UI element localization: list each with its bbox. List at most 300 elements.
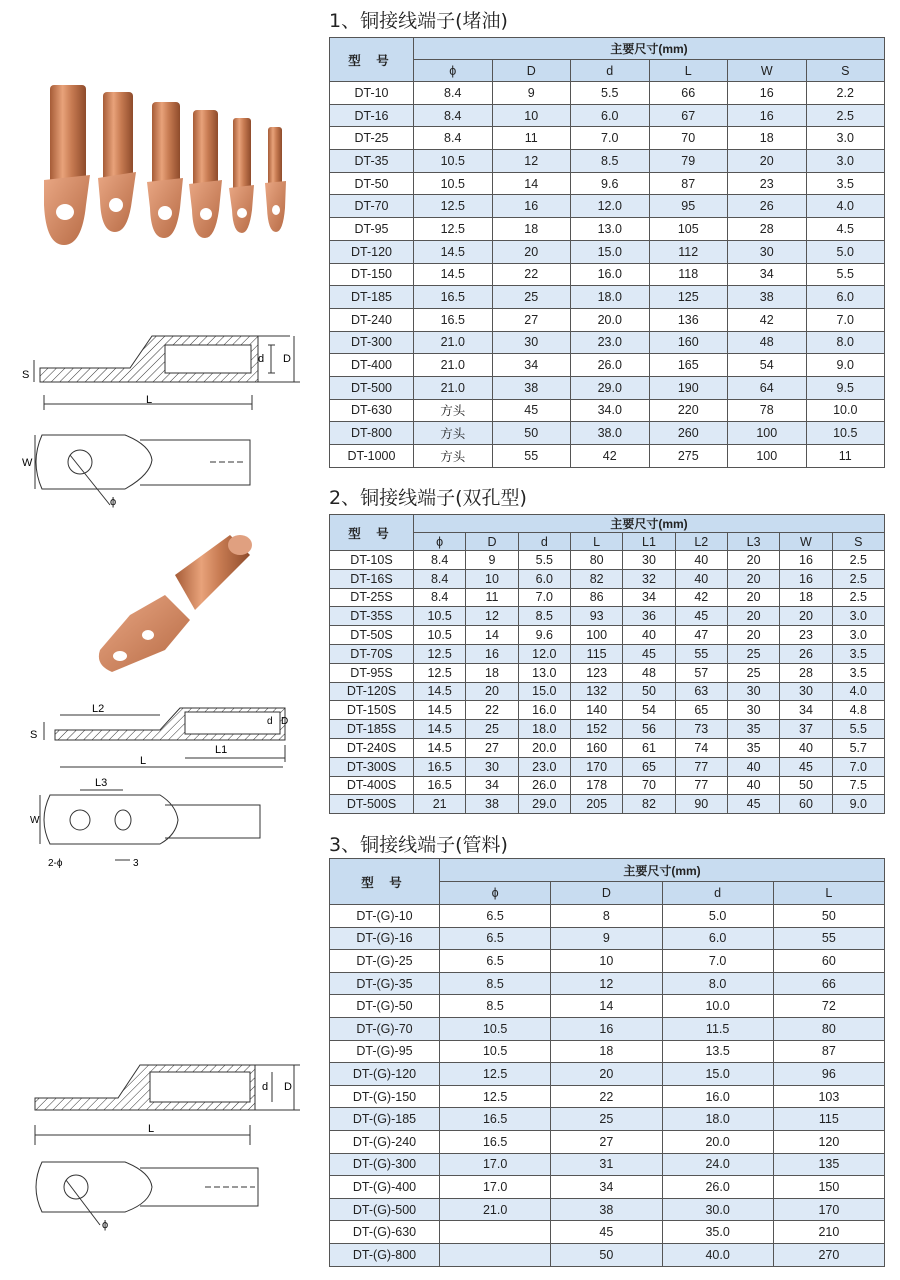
value-cell: 30.0 [662,1198,773,1221]
value-cell: 27 [492,308,571,331]
column-header: D [492,60,571,82]
value-cell: 67 [649,104,728,127]
value-cell: 7.5 [832,776,884,795]
value-cell: 14.5 [414,701,466,720]
value-cell: 20 [727,569,779,588]
value-cell: 5.0 [806,240,885,263]
model-cell: DT-(G)-25 [330,950,440,973]
value-cell: 45 [780,757,832,776]
column-header: d [518,533,570,551]
drawing-1-side-view [34,336,300,410]
value-cell: 26 [728,195,807,218]
value-cell: 93 [570,607,622,626]
value-cell: 3.0 [806,127,885,150]
value-cell: 50 [773,905,884,928]
value-cell: 15.0 [571,240,650,263]
value-cell: 34 [492,354,571,377]
value-cell: 12 [492,150,571,173]
model-cell: DT-(G)-10 [330,905,440,928]
table-row [330,551,885,570]
model-cell: DT-120S [330,682,414,701]
value-cell: 16 [780,569,832,588]
model-cell: DT-95 [330,218,414,241]
value-cell: 20 [727,607,779,626]
model-cell: DT-25 [330,127,414,150]
value-cell: 8.5 [440,972,551,995]
table-row [330,354,885,377]
value-cell: 7.0 [518,588,570,607]
drawing3-l-label: L [148,1123,155,1135]
value-cell: 10.5 [440,1040,551,1063]
value-cell: 40 [675,569,727,588]
value-cell: 38 [728,286,807,309]
value-cell: 82 [623,795,675,814]
table-row [330,195,885,218]
model-cell: DT-50 [330,172,414,195]
column-header: d [571,60,650,82]
value-cell: 275 [649,445,728,468]
column-header: ϕ [414,60,493,82]
value-cell: 6.0 [518,569,570,588]
value-cell: 14.5 [414,738,466,757]
table-row [330,950,885,973]
value-cell: 12.5 [440,1085,551,1108]
value-cell: 270 [773,1243,884,1266]
lug-5-image [229,118,254,233]
table-row [330,795,885,814]
model-cell: DT-500S [330,795,414,814]
column-header: L2 [675,533,727,551]
table-row [330,1017,885,1040]
column-header: d [662,882,773,905]
value-cell: 10.5 [414,626,466,645]
model-cell: DT-240S [330,738,414,757]
value-cell: 34 [780,701,832,720]
value-cell: 135 [773,1153,884,1176]
table-row [330,1085,885,1108]
value-cell: 45 [623,644,675,663]
value-cell: 8 [551,905,662,928]
value-cell: 6.5 [440,905,551,928]
value-cell: 40.0 [662,1243,773,1266]
value-cell: 18.0 [662,1108,773,1131]
value-cell: 77 [675,776,727,795]
value-cell: 205 [570,795,622,814]
value-cell: 8.0 [806,331,885,354]
value-cell: 4.0 [832,682,884,701]
value-cell: 30 [466,757,518,776]
value-cell: 115 [773,1108,884,1131]
value-cell: 178 [570,776,622,795]
value-cell: 34 [466,776,518,795]
value-cell: 18.0 [571,286,650,309]
value-cell: 140 [570,701,622,720]
model-cell: DT-(G)-120 [330,1063,440,1086]
table-section2 [329,514,885,814]
value-cell: 7.0 [662,950,773,973]
value-cell: 103 [773,1085,884,1108]
model-cell: DT-185S [330,720,414,739]
value-cell: 13.0 [518,663,570,682]
value-cell: 11 [466,588,518,607]
value-cell: 55 [773,927,884,950]
value-cell: 3.5 [806,172,885,195]
value-cell: 21.0 [414,354,493,377]
model-cell: DT-400S [330,776,414,795]
model-cell: DT-(G)-150 [330,1085,440,1108]
value-cell: 20.0 [571,308,650,331]
value-cell: 260 [649,422,728,445]
value-cell: 50 [623,682,675,701]
value-cell: 18 [551,1040,662,1063]
section2-title: 2、铜接线端子(双孔型) [329,487,527,509]
column-header: W [780,533,832,551]
value-cell: 82 [570,569,622,588]
drawing1-s-label: S [22,369,30,381]
value-cell: 10 [492,104,571,127]
value-cell: 150 [773,1176,884,1199]
value-cell: 13.0 [571,218,650,241]
value-cell: 25 [551,1108,662,1131]
model-cell: DT-300 [330,331,414,354]
value-cell: 16 [551,1017,662,1040]
value-cell: 20 [727,626,779,645]
value-cell: 55 [492,445,571,468]
value-cell: 3.0 [806,150,885,173]
value-cell: 20.0 [518,738,570,757]
drawing2-D-label: D [281,716,289,727]
drawing3-phi-label: ϕ [102,1219,109,1231]
value-cell: 115 [570,644,622,663]
model-cell: DT-150 [330,263,414,286]
column-header: L [649,60,728,82]
model-cell: DT-(G)-185 [330,1108,440,1131]
value-cell: 8.0 [662,972,773,995]
value-cell: 57 [675,663,727,682]
column-header: L [570,533,622,551]
value-cell: 42 [728,308,807,331]
value-cell: 16.5 [440,1108,551,1131]
value-cell: 12.5 [414,644,466,663]
value-cell: 16 [466,644,518,663]
value-cell: 23.0 [571,331,650,354]
value-cell: 16 [728,104,807,127]
value-cell: 87 [649,172,728,195]
value-cell: 66 [773,972,884,995]
model-cell: DT-70 [330,195,414,218]
model-cell: DT-10 [330,82,414,105]
value-cell: 35 [727,738,779,757]
value-cell: 10.0 [806,399,885,422]
value-cell: 25 [492,286,571,309]
model-cell: DT-(G)-35 [330,972,440,995]
value-cell: 16 [728,82,807,105]
value-cell: 23 [728,172,807,195]
value-cell: 22 [492,263,571,286]
value-cell: 100 [728,422,807,445]
value-cell: 12.0 [518,644,570,663]
value-cell: 30 [727,701,779,720]
value-cell: 12 [466,607,518,626]
model-cell: DT-16 [330,104,414,127]
drawing2-l3-label: L3 [95,777,108,789]
value-cell: 160 [649,331,728,354]
value-cell: 30 [780,682,832,701]
value-cell: 79 [649,150,728,173]
table-row [330,995,885,1018]
value-cell: 5.5 [832,720,884,739]
value-cell: 96 [773,1063,884,1086]
value-cell: 6.5 [440,950,551,973]
value-cell: 86 [570,588,622,607]
table-row [330,376,885,399]
value-cell: 18 [780,588,832,607]
value-cell: 132 [570,682,622,701]
value-cell: 7.0 [832,757,884,776]
value-cell: 170 [773,1198,884,1221]
table-row [330,399,885,422]
lug-6-image [265,127,286,232]
double-hole-lug-photo [99,535,252,672]
value-cell: 16.0 [571,263,650,286]
value-cell: 9.5 [806,376,885,399]
value-cell: 210 [773,1221,884,1244]
table-row [330,104,885,127]
value-cell: 28 [728,218,807,241]
value-cell: 12.5 [414,195,493,218]
drawing-2-side-view [44,708,285,767]
value-cell: 35.0 [662,1221,773,1244]
value-cell: 18.0 [518,720,570,739]
drawing1-D-label: D [283,353,291,365]
value-cell: 54 [728,354,807,377]
column-header: L3 [727,533,779,551]
table-section3 [329,858,885,1267]
value-cell: 40 [727,757,779,776]
value-cell: 12.5 [414,663,466,682]
table-row [330,720,885,739]
value-cell: 61 [623,738,675,757]
value-cell: 8.5 [518,607,570,626]
value-cell: 12.5 [414,218,493,241]
value-cell: 方头 [414,422,493,445]
value-cell: 18 [728,127,807,150]
value-cell: 105 [649,218,728,241]
value-cell [440,1221,551,1244]
value-cell: 38 [466,795,518,814]
column-header: D [551,882,662,905]
value-cell: 64 [728,376,807,399]
model-cell: DT-120 [330,240,414,263]
value-cell: 38 [551,1198,662,1221]
model-cell: DT-70S [330,644,414,663]
value-cell: 20 [551,1063,662,1086]
value-cell: 16.5 [440,1130,551,1153]
table-row [330,663,885,682]
model-cell: DT-150S [330,701,414,720]
value-cell: 13.5 [662,1040,773,1063]
value-cell: 5.7 [832,738,884,757]
drawing2-gap-label: 3 [133,858,139,869]
table-row [330,757,885,776]
value-cell: 77 [675,757,727,776]
drawing-3-top-view [36,1162,258,1225]
value-cell: 60 [780,795,832,814]
table-row [330,927,885,950]
value-cell: 17.0 [440,1153,551,1176]
lug-1-image [44,85,90,245]
value-cell: 15.0 [518,682,570,701]
value-cell: 78 [728,399,807,422]
value-cell: 8.4 [414,104,493,127]
table-row [330,82,885,105]
value-cell: 6.0 [806,286,885,309]
value-cell: 34.0 [571,399,650,422]
value-cell: 10.5 [414,150,493,173]
drawing2-l1-label: L1 [215,744,228,756]
table-row [330,607,885,626]
value-cell: 42 [571,445,650,468]
drawing1-l-label: L [146,394,153,406]
value-cell: 20 [466,682,518,701]
value-cell: 9 [492,82,571,105]
value-cell: 56 [623,720,675,739]
table-row [330,569,885,588]
table-row [330,286,885,309]
value-cell: 50 [780,776,832,795]
value-cell: 8.4 [414,551,466,570]
value-cell: 7.0 [571,127,650,150]
value-cell: 8.5 [571,150,650,173]
value-cell: 66 [649,82,728,105]
value-cell: 6.5 [440,927,551,950]
value-cell: 10.5 [806,422,885,445]
value-cell: 30 [492,331,571,354]
model-cell: DT-240 [330,308,414,331]
value-cell: 4.5 [806,218,885,241]
table-row [330,682,885,701]
value-cell: 55 [675,644,727,663]
model-cell: DT-800 [330,422,414,445]
column-header: S [806,60,885,82]
drawing2-l2-label: L2 [92,703,105,715]
value-cell: 22 [551,1085,662,1108]
value-cell: 3.0 [832,626,884,645]
value-cell: 9.6 [571,172,650,195]
value-cell: 14.5 [414,720,466,739]
value-cell: 4.8 [832,701,884,720]
table-row [330,218,885,241]
value-cell: 6.0 [662,927,773,950]
value-cell: 73 [675,720,727,739]
table-row [330,331,885,354]
dimensions-header: 主要尺寸(mm) [414,38,885,60]
value-cell: 36 [623,607,675,626]
column-header: W [728,60,807,82]
value-cell: 34 [728,263,807,286]
model-header: 型 号 [330,515,414,551]
value-cell: 112 [649,240,728,263]
table-row [330,1176,885,1199]
value-cell: 40 [623,626,675,645]
value-cell: 14 [492,172,571,195]
model-cell: DT-50S [330,626,414,645]
value-cell: 123 [570,663,622,682]
model-cell: DT-300S [330,757,414,776]
value-cell: 45 [492,399,571,422]
model-cell: DT-(G)-800 [330,1243,440,1266]
drawing2-w-label: W [30,815,40,826]
value-cell: 72 [773,995,884,1018]
table-row [330,1198,885,1221]
model-cell: DT-185 [330,286,414,309]
model-cell: DT-(G)-70 [330,1017,440,1040]
value-cell: 27 [466,738,518,757]
value-cell: 38.0 [571,422,650,445]
drawing-1-top-view [35,435,250,505]
value-cell: 118 [649,263,728,286]
value-cell: 28 [780,663,832,682]
value-cell: 17.0 [440,1176,551,1199]
value-cell: 136 [649,308,728,331]
model-cell: DT-35S [330,607,414,626]
table-row [330,240,885,263]
table-row [330,127,885,150]
value-cell: 26.0 [571,354,650,377]
value-cell: 20 [727,588,779,607]
value-cell: 23.0 [518,757,570,776]
value-cell: 190 [649,376,728,399]
table-row [330,1243,885,1266]
value-cell: 6.0 [571,104,650,127]
model-cell: DT-(G)-50 [330,995,440,1018]
value-cell: 26.0 [518,776,570,795]
illustrations-column [0,0,320,1276]
model-cell: DT-95S [330,663,414,682]
value-cell: 34 [623,588,675,607]
value-cell: 10 [466,569,518,588]
value-cell: 80 [773,1017,884,1040]
value-cell: 70 [623,776,675,795]
table-row [330,1153,885,1176]
value-cell: 90 [675,795,727,814]
value-cell: 5.5 [806,263,885,286]
value-cell: 30 [727,682,779,701]
model-header: 型 号 [330,859,440,905]
copper-lugs-photo [44,85,286,245]
value-cell: 16.0 [518,701,570,720]
value-cell: 12.5 [440,1063,551,1086]
value-cell: 14.5 [414,263,493,286]
lug-2-image [98,92,136,232]
value-cell: 方头 [414,399,493,422]
value-cell: 100 [570,626,622,645]
value-cell: 70 [649,127,728,150]
value-cell: 54 [623,701,675,720]
illustrations-svg [0,0,320,1276]
value-cell: 9 [551,927,662,950]
value-cell: 10.5 [414,172,493,195]
value-cell: 40 [675,551,727,570]
value-cell: 63 [675,682,727,701]
model-cell: DT-630 [330,399,414,422]
drawing-3-side-view [35,1065,300,1145]
value-cell: 87 [773,1040,884,1063]
table-row [330,644,885,663]
value-cell: 60 [773,950,884,973]
value-cell: 9.6 [518,626,570,645]
value-cell: 25 [466,720,518,739]
